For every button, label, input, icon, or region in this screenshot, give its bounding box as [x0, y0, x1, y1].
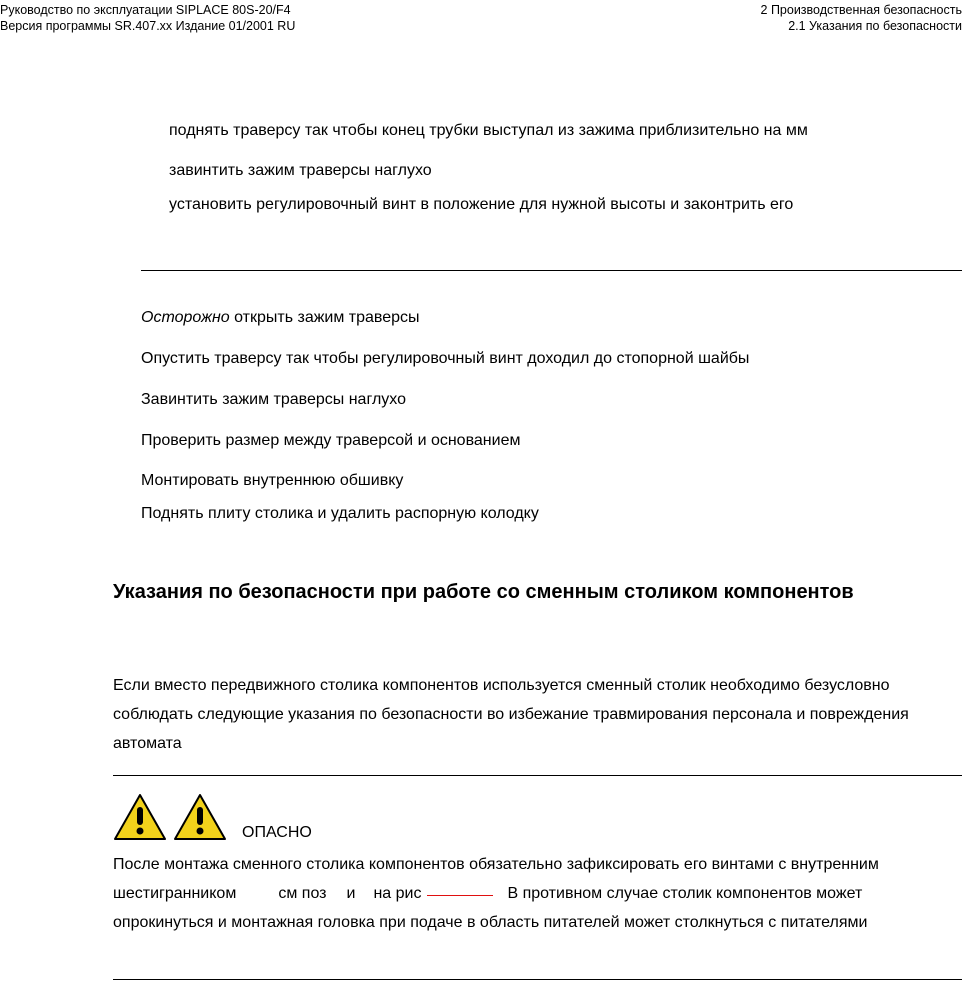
action-item: Поднять плиту столика и удалить распорную колодку: [141, 505, 539, 522]
header-left: [0, 2, 295, 34]
section-intro: Если вместо передвижного столика компонентов используется сменный столик необходимо безусловно соблюдать следующие указания по безопасности во избежание травмирования персонала и повреждения автомата: [113, 677, 909, 752]
danger-label: ОПАСНО: [242, 824, 312, 841]
action-item: Завинтить зажим траверсы наглухо: [141, 391, 406, 408]
action-list: [141, 307, 749, 525]
section-heading: Указания по безопасности при работе со сменным столиком компонентов: [113, 581, 854, 603]
action-item: Осторожно открыть зажим траверсы: [141, 309, 420, 326]
substep-item: поднять траверсу так чтобы конец трубки выступал из зажима приблизительно на мм: [169, 122, 808, 139]
figure-reference-link[interactable]: [427, 879, 493, 896]
warning-triangle-icon: [113, 793, 167, 843]
substep-item: установить регулировочный винт в положение для нужной высоты и законтрить его: [169, 196, 794, 213]
warning-icons: [113, 793, 227, 843]
caution-word: Осторожно: [141, 309, 230, 326]
program-version: Версия программы SR.407.xx Издание 01/2001 RU: [0, 19, 296, 33]
warning-text: После монтажа сменного столика компонентов обязательно зафиксировать его винтами с внутренним шестигранником см поз и на рис В противном случае столик компонентов может опрокинуться и монтажная головка при подаче в область питателей может столкнуться с питателями: [113, 856, 879, 931]
divider: [113, 979, 962, 980]
action-item: Опустить траверсу так чтобы регулировочный винт доходил до стопорной шайбы: [141, 350, 750, 367]
substep-item: завинтить зажим траверсы наглухо: [169, 162, 432, 179]
warning-triangle-icon: [173, 793, 227, 843]
manual-title: Руководство по эксплуатации SIPLACE 80S-20/F4: [0, 3, 291, 17]
substep-list: [169, 120, 959, 216]
section-ref: 2.1 Указания по безопасности: [788, 19, 962, 33]
divider: [113, 775, 962, 776]
header-right: [761, 2, 962, 34]
divider: [141, 270, 962, 271]
action-item: Проверить размер между траверсой и основанием: [141, 432, 521, 449]
chapter-title: 2 Производственная безопасность: [760, 3, 962, 17]
action-item: Монтировать внутреннюю обшивку: [141, 472, 404, 489]
